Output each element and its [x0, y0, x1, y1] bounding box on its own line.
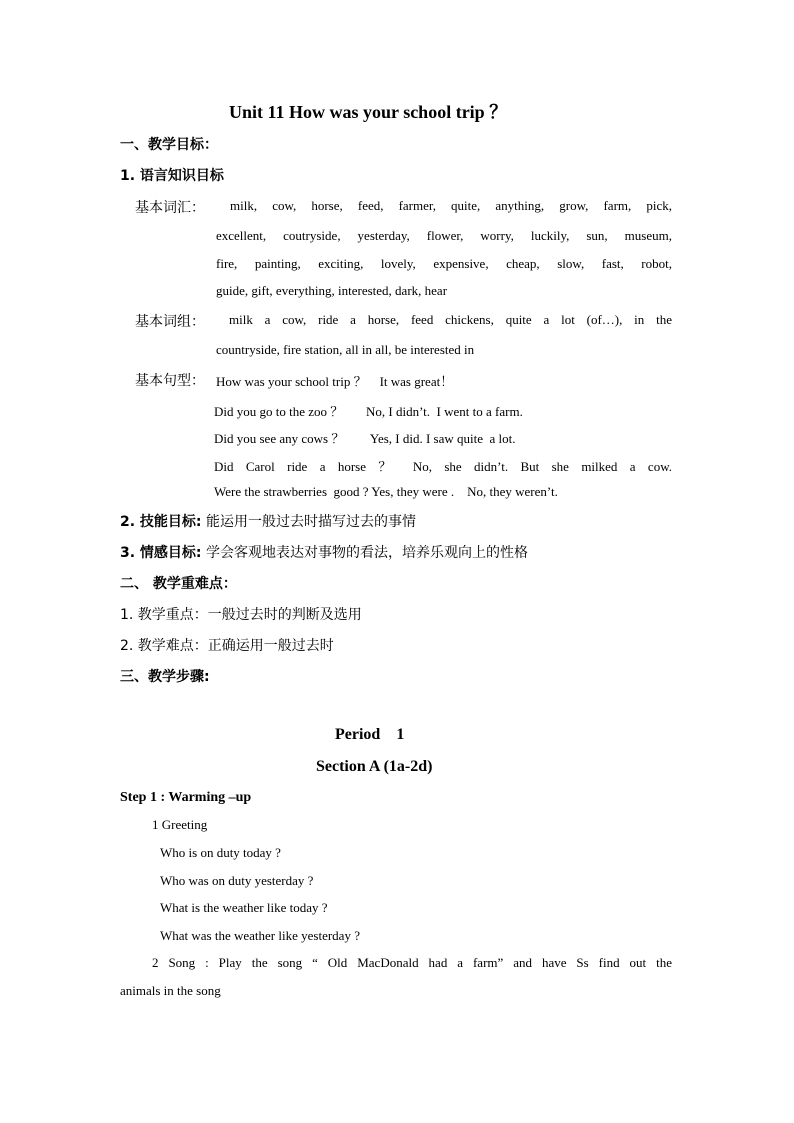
question-2: Who was on duty yesterday ?: [160, 873, 314, 888]
emotion-label: 3. 情感目标:: [120, 545, 202, 561]
song-line-2: animals in the song: [120, 983, 221, 998]
subheading-language-knowledge: 1. 语言知识目标: [120, 168, 224, 184]
section-a-heading: Section A (1a-2d): [316, 758, 433, 775]
phrases-label: 基本词组：: [135, 314, 205, 330]
section-heading-key-points: 二、 教学重难点：: [120, 576, 237, 592]
pattern-line-1: How was your school trip ？ It was great！: [216, 374, 454, 389]
emotion-text: 学会客观地表达对事物的看法，培养乐观向上的性格: [206, 545, 528, 561]
pattern-line-2: Did you go to the zoo ？ No, I didn’t. I went to a farm.: [214, 404, 523, 419]
phrases-line-2: countryside, fire station, all in all, be interested in: [216, 342, 475, 357]
question-4: What was the weather like yesterday ?: [160, 928, 360, 943]
question-3: What is the weather like today ?: [160, 900, 328, 915]
section-heading-objectives: 一、教学目标：: [120, 137, 218, 153]
section-heading-steps: 三、教学步骤:: [120, 669, 210, 685]
patterns-label: 基本句型：: [135, 373, 205, 389]
pattern-line-4: Did Carol ride a horse ？ No, she didn’t. But she milked a cow.: [214, 459, 672, 474]
document-title: Unit 11 How was your school trip ？: [229, 102, 508, 122]
skill-label: 2. 技能目标:: [120, 514, 202, 530]
skill-objective: [120, 511, 416, 531]
vocab-line-3: fire, painting, exciting, lovely, expensive, cheap, slow, fast, robot,: [216, 256, 672, 271]
pattern-line-3: Did you see any cows ？ Yes, I did. I saw quite a lot.: [214, 431, 516, 446]
phrases-line-1: milk a cow, ride a horse, feed chickens, quite a lot (of…), in the: [229, 312, 672, 327]
greeting-item: 1 Greeting: [152, 817, 208, 832]
skill-text: 能运用一般过去时描写过去的事情: [206, 514, 416, 530]
song-line-1: 2 Song : Play the song “ Old MacDonald had a farm” and have Ss find out the: [152, 955, 672, 970]
vocab-label: 基本词汇：: [135, 200, 205, 216]
vocab-line-1: milk, cow, horse, feed, farmer, quite, anything, grow, farm, pick,: [230, 198, 672, 213]
period-heading: Period 1: [335, 726, 405, 743]
emotion-objective: [120, 542, 528, 562]
vocab-line-4: guide, gift, everything, interested, dark, hear: [216, 283, 448, 298]
difficulty-point: 2. 教学难点：正确运用一般过去时: [120, 638, 334, 654]
pattern-line-5: Were the strawberries good ? Yes, they were . No, they weren’t.: [214, 484, 558, 499]
question-1: Who is on duty today ?: [160, 845, 281, 860]
step-1-heading: Step 1 : Warming –up: [120, 790, 252, 805]
key-point: 1. 教学重点：一般过去时的判断及选用: [120, 607, 362, 623]
vocab-line-2: excellent, coutryside, yesterday, flower, worry, luckily, sun, museum,: [216, 228, 672, 243]
